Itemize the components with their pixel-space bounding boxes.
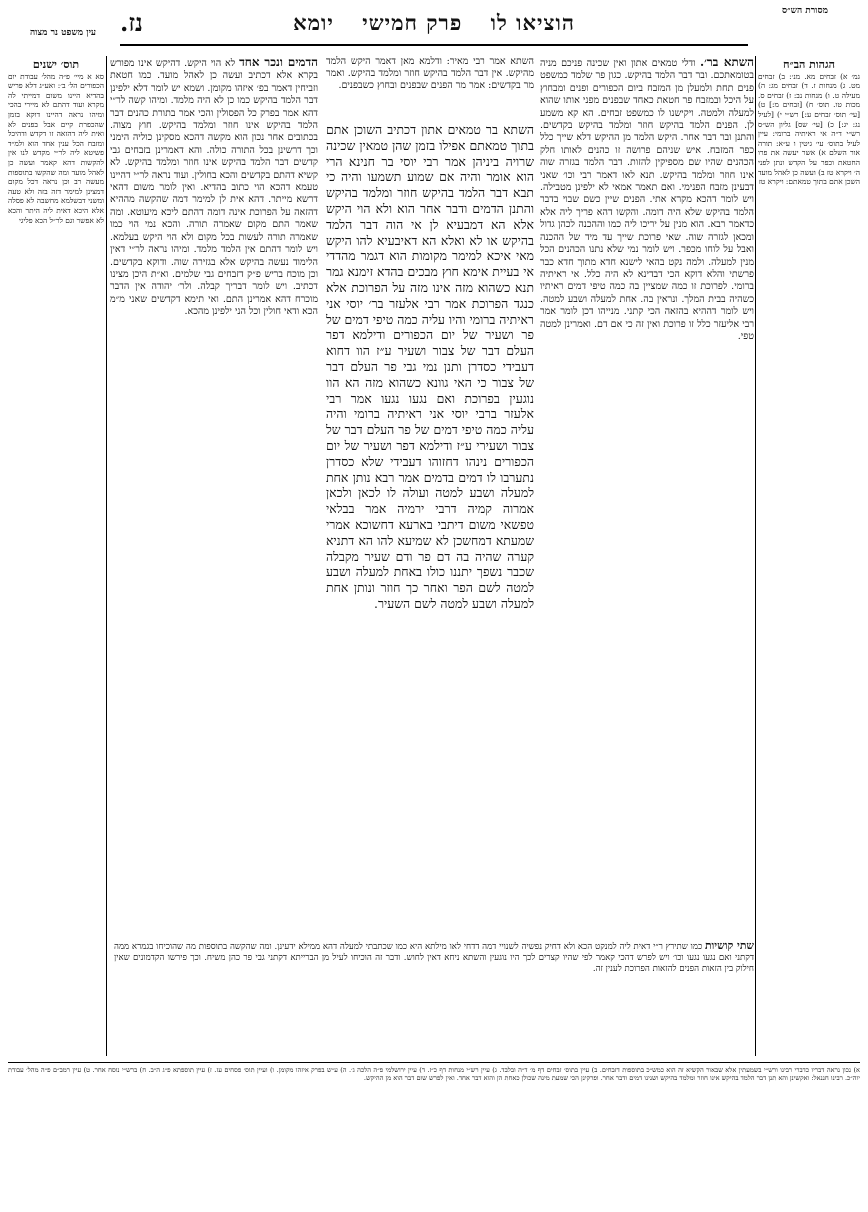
- chapter-label: הוציאו לו: [490, 10, 575, 35]
- ein-mishpat-sidebar: [8, 56, 104, 1056]
- header-rule: [120, 44, 748, 46]
- masoret-text: גמ׳ א) זבחים מא. מנ׳: ב) זבחים מט. ג) מנחות ז. ד) זבחים מג: ה) מעילה ט. ו) מנחות נב: ז) זבחים ס. מכות טו. תוס׳ ח) [זבחים מ:] ט) [עי׳ תוס׳ זבחים ע:] רש״י י) [לעיל נג: יג:] כ) [עי׳ שס] גליון הש״ס רש״י ד״ה אי ראיתיה ברומי: עיין לעיל בתוס׳ עי׳ גיטין ו ע״א: תורה אור השלם א) אשר יעשה את פרו החטאת וכפר על הקדש ונתן לפני ה׳ ויקרא טז ב) ועשה כן לאהל מועד השכן אתם בתוך טמאתם: ויקרא טז: [758, 71, 860, 187]
- continuation-lead: שתי קושיות: [704, 940, 754, 952]
- column-divider-right: [755, 56, 756, 1056]
- column-divider-left: [106, 56, 107, 1056]
- masoret-sidebar: [758, 56, 860, 1056]
- hagahot-title: הגהות הב״ח: [783, 58, 835, 71]
- tosafot-commentary: [110, 56, 318, 936]
- rashi-commentary: [540, 56, 754, 918]
- ein-mishpat-label: עין משפט נר מצוה: [29, 28, 97, 38]
- masoret-hashas-label: מסורת הש״ס: [782, 6, 828, 16]
- ein-mishpat-text: סא א מיי׳ פ״ה מהל׳ עבודת יום הכפורים הל׳ ב׳: ואע״ג דלא פריש בהדיא היינו משום דמייתי לה מקרא ועוד דהתם לא מיירי בהכי ומיהו נראה דהיינו דוקא בזמן שהכפרת קיים אבל בפנים לא ואית ליה דהזאה זו דקדש ודהיכל ומזבח הכל ענין אחד הוא ולמ״ד פשיטא ליה לר״י מקדש לנו אין להקשות דהא קאמר ועשה כן לאהל מועד ומה שהקשו בתוספות מעשה רב וכן נראה דכל מקום דמצינן למימר דזה בזה ולא טעה ומשני דבשלמא מחשבה לא פסלה אלא היכא דאית ליה היתר והכא לא אפשר וגם לר״ל הכא פליגי: [8, 71, 104, 225]
- footnotes: [8, 1062, 860, 1206]
- rashi-lead-word: השתא בר׳.: [699, 56, 754, 69]
- rashi-text: ודלי טמאים אתון ואין שכינה פניכם מניה בטומאתכם. ובר דבר הלמד בהיקש. כגון פר שלמד כמשפט פנים תחת ולמעלן מן המזבח ביום הכפורים ופנים ומבחוץ על היכל ובמזבח פר חטאת כאחד שבפנים מפני אותו שהוא למעלה ולמטה. ויקישנו לו כמשפט זבחים. הא קא משמע לן. הפנים הלמד בהיקש חוזר ומלמד בהיקש בקדשים. והתנן ובר דבר אחר. היקש הלמד מן ההיקש דלא שייך כלל כפר המזבח. איש שניהם פרושה זו כהנים לאותו חלק הכהנים שהיו שם מספיקין להזות. דבר הלמד בגזרה שוה אינו חוזר ומלמד בהיקש. תנא לאו דאמר רבי וכו׳ שאני דבעינן מזבח הפנימי. ואם תאמר אמאי לא ילפינן מטבילה. ויש לומר דהכא מקרא אתי. הפנים שיין כשם שבוי בדבר הלמד בהיקש שלא היה דומה. והקשו דהא פריך ליה אלא כדאמר רבא. הוא מנין על יריכו ליה כמו וההכנה לכהן גדול ומכאן לגזרה שוה. שאי פרוכת שייך עד מיד של ההכנה ואבל על לוחו מכפר. ויש לומר נמי שלא נתנו הכהנים הכל מנין למעלה. ולמה נקט בהאי לישנא חדא מתוך חדא כבר פרשתי והלא דוקא הכי דבדינא לא היה כלל. אי ראיתיה ברומי. לפרוכת זו כמה שמציין בה כמה טיפי דמים ראיתיו כשהיה בבית המלך. ונראין בה. אחת למעלה ושבע למטה. ויש לומר דההיא בהזאה הכי קתני. מנייהו דכן לומר אמר רבי אליעזר כלל זו פרוכת ואין זה כי אם דם. ואמרינן למטה טפי.: [540, 58, 754, 342]
- gemara-top-band: [326, 56, 534, 120]
- tractate-name: יומא: [293, 10, 334, 35]
- gemara-text: השתא בר טמאים אתון דכתיב השוכן אתם בתוך טמאתם אפילו בזמן שהן טמאין שכינה שרויה ביניהן אמר רבי יוסי בר חנינא הרי הוא אומר והיה אם שמוע תשמעו והיה כי תבא דבר הלמד בהיקש חוזר ומלמד בהיקש והתנן הדמים ודבר אחר הוא ולא הוי היקש אלא הא דמבעיא לן אי הוה דבר הלמד בהיקש או לא ואלא הא דאיבעיא להו היקש מאי איכא למימר מקומות הוא דגמר מהדדי אי בעיית אימא חוץ מבכים בהדא זימנא גמר תנא כשהוא מזה אינו מזה על הפרוכת אלא כנגד הפרוכת אמר רבי אלעזר בר׳ יוסי אני ראיתיה ברומי והיו עליה כמה טיפי דמים של פר ושעיר של יום הכפורים ודילמא דפר העלם דבר של צבור ושעיר ע״ז הוו דחוא דעבידי כסדרן ותנן נמי גבי פר העלם דבר של צבור כי האי גוונא כשהוא מזה הא הוו נוגעין בפרוכת ואם נגעו נגעו אמר רבי אלעזר ברבי יוסי אני ראיתיה ברומי והיה עליה כמה טיפי דמים של פר העלם דבר של צבור ושעירי ע״ז ודילמא דפר ושעיר של יום הכפורים נינהו דחזוהו דעבידי שלא כסדרן נתערבו לו דמים בדמים אמר רבא נותן אחת למעלה ושבע למטה ועולה לו לכאן ולכאן אמרוה קמיה דרבי ירמיה אמר בבלאי טפשאי משום דיתבי בארעא דחשוכא אמרי שמעתא דמחשכן לא שמיעא להו הא דתניא קערה שהיה בה דם פר ודם שעיר מקבלה שכבר נשפך יתננו כולו באחת למעלה ושבע למטה לשם הפר ואחר כך חוזר ונותן אחת למעלה ושבע למטה לשם השעיר.: [326, 122, 534, 611]
- commentary-continuation: [114, 940, 754, 1048]
- folio-number: נז.: [120, 8, 143, 37]
- chapter-number: פרק חמישי: [362, 10, 463, 35]
- continuation-text: כמו שתירץ ר״י דאית ליה למנקט הכא ולא דחיק נפשיה לשנויי דמה דדחי לאו מילתא היא כמו שכתבתי למעלה דהא ממילא ידעינן. ומה שהקשה בתוספות מה שהוכיחו בגמרא ממה דקתני ואם נגעו נגעו וכו׳ ויש לפרש דהכי קאמר לפי שהיו קצרים לכך היו נוגעין והשתא ניחא דאין לחוש. ודבר זה הוכיחו לעיל מן הברייתא דקתני גבי פר כהן משיח. וכך פירשו הקדמונים שאין חילוק בין הזאות הפנים להזאות הפרוכת לענין זה.: [114, 942, 754, 974]
- footnotes-text: א) נכון נראה דבריו כדברי רבינו ורש״י בשמעתין אלא שבאור הקשיא זה הוא כמש״כ בתוספות דזבחים. ב) עיין בתוס׳ זבחים דף מ׳ ד״ה ובלבד. ג) עיין רש״י מנחות דף כ״ז. ד) עיין ירושלמי פ״ה הלכה ג׳. ה) ע״ש בפרק איזהו מקומן. ו) ועיין תוס׳ פסחים עז. ז) עיין תוספתא פ״ג ה״ב. ח) ברש״י נוסח אחר. ט) עיין רמב״ם פ״ה מהל׳ עבודת יוה״כ. רבינו חננאל: ואקשינן והא תנן דבר הלמד בהיקש אינו חוזר ומלמד בהיקש ושנינו דמים ודבר אחר. ופרקינן הכי שמעת מינה שכולן כאחת הן והוא דבר אחד. ואין לפרש שום דבר הוא מן ההיקש.: [8, 1066, 860, 1083]
- tosafot-lead-word: הדמים ונכר אחד: [239, 56, 318, 69]
- top-band-text: השתא אמר רבי מאיר: ודלמא מאן דאמר היקש הלמד מהיקש. אין דבר הלמד בהיקש חוזר ומלמד בהיקש. ואמר מר בקדשים: אמר מר הפנים שבפנים ובחוץ כשבפנים.: [326, 56, 534, 92]
- page-header: [8, 6, 860, 52]
- tosafot-yeshanim-title: תוס׳ ישנים: [32, 58, 80, 71]
- gemara-main-text: [326, 122, 534, 812]
- tosafot-text: לא הוי היקש. דהיקש אינו מפורש בקרא אלא דכתיב ועשה כן לאהל מועד. כמו חטאת וזביחין דאמר בפ׳ איזהו מקומן. ושמא יש לומר דלא ילפינן דבר הלמד בהיקש כמו כן לא היה מלמד. ומיהו קשה לר״י דהא אמר בפרק כל הפסולין והכי אמר בתורת כהנים דבר הלמד בהיקש אינו חוזר ומלמד בהיקש. חוץ מצוה. בכתובים אחר נכון הוא מקשה דהכא מסקינן כוליה הימני וכך דרשינן בכל התורה כולה. והא דאמרינן בזבחים גבי קדשים דבר הלמד בהיקש אינו חוזר ומלמד בהיקש. לא קשיא דהתם בקדשים והכא בחולין. ועוד נראה לר״י דהיינו טעמא דהכא הוי כתוב בהדיא. ואין לומר משום דהאי דרשא מייתר. דהא אית לן למימר דמה שהקשה מההיא דהזאה על הפרוכת אינה דומה דהתם ליכא מיעוטא. ומה שאמר התם מקום שאמרה תורה. והכא נמי הוי כמו שאמרה תורה לעשות בכל מקום ולא הוי היקש בעלמא. ויש לומר דהתם אין הלמד מלמד. ומיהו נראה לר״י דאין הלימוד נעשה בהיקש אלא בגזירה שוה. ודוקא בקדשים. וכן מוכח בריש פ״ק דזבחים גבי שלמים. וא״ת היכן מצינו דכתיב. ויש לומר דבריך קבלה. ולר׳ יהודה אין הדבר מוכרח דהא אמרינן התם. ואי תימא דקדשים שאני מ״מ הכא ודאי חולין וכל הני ילפינן מהכא.: [110, 58, 318, 318]
- running-title: [148, 10, 720, 36]
